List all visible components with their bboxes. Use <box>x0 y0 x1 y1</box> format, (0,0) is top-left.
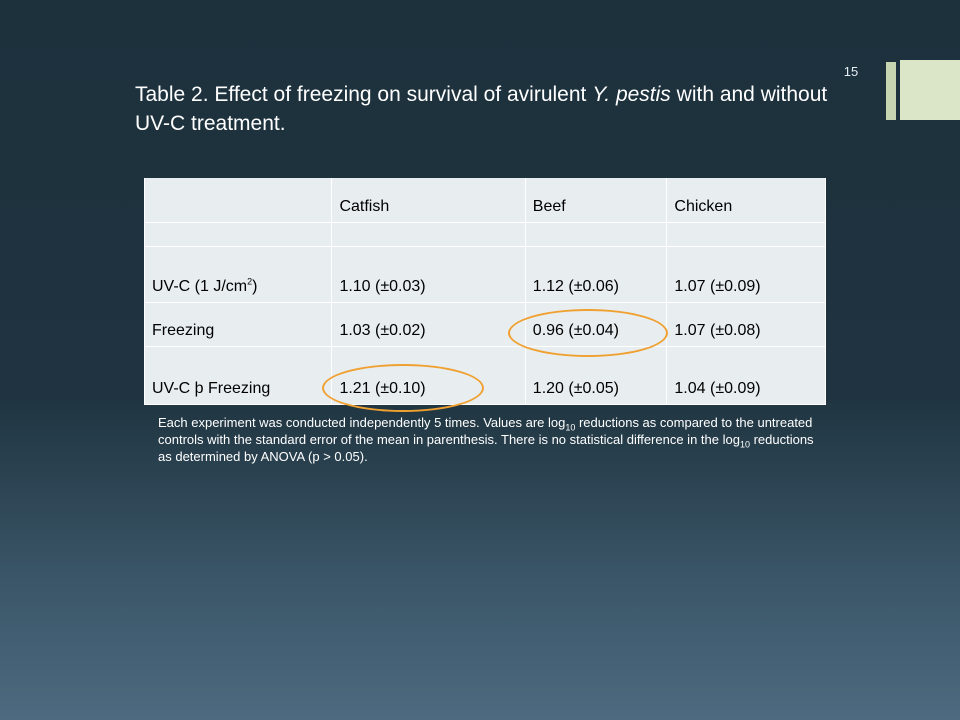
table-row-empty <box>145 222 826 246</box>
row-label-freezing: Freezing <box>145 302 332 346</box>
table-cell: 0.96 (±0.04) <box>525 302 667 346</box>
data-table <box>144 178 826 405</box>
row-label-uvc-sup: 2 <box>247 276 253 287</box>
footnote <box>158 414 818 465</box>
row-label-uvc <box>145 246 332 302</box>
table-cell: 1.03 (±0.02) <box>332 302 525 346</box>
title-suffix: with and without UV-C treatment. <box>135 83 828 135</box>
slide-title <box>135 80 835 138</box>
empty-cell <box>145 222 332 246</box>
table-cell: 1.04 (±0.09) <box>667 346 826 404</box>
header-cell-beef: Beef <box>525 178 667 222</box>
row-label-uvc-freezing: UV-C þ Freezing <box>145 346 332 404</box>
empty-cell <box>525 222 667 246</box>
table-cell: 1.12 (±0.06) <box>525 246 667 302</box>
table-cell: 1.20 (±0.05) <box>525 346 667 404</box>
header-cell-catfish: Catfish <box>332 178 525 222</box>
row-label-uvc-text: UV-C (1 J/cm <box>152 277 248 295</box>
title-prefix: Table 2. Effect of freezing on survival of avirulent <box>135 83 593 106</box>
footnote-sub1: 10 <box>565 422 576 433</box>
table-cell: 1.07 (±0.09) <box>667 246 826 302</box>
footnote-part1: Each experiment was conducted independently 5 times. Values are log <box>158 415 566 430</box>
header-cell-empty <box>145 178 332 222</box>
decorative-bar-narrow <box>886 62 896 120</box>
table-cell: 1.10 (±0.03) <box>332 246 525 302</box>
table-row-uvc-freezing <box>145 346 826 404</box>
footnote-part3: reductions as determined by ANOVA (p > 0.05). <box>158 432 814 464</box>
header-cell-chicken: Chicken <box>667 178 826 222</box>
table-cell: 1.07 (±0.08) <box>667 302 826 346</box>
slide-number: 15 <box>843 64 859 79</box>
row-label-uvc-end: ) <box>252 277 258 295</box>
decorative-bar-square <box>900 60 960 120</box>
empty-cell <box>667 222 826 246</box>
table-row-uvc <box>145 246 826 302</box>
footnote-part2: reductions as compared to the untreated controls with the standard error of the mean in parenthesis. There is no statistical difference in the log <box>158 415 813 447</box>
table-header-row <box>145 178 826 222</box>
title-species: Y. pestis <box>592 83 671 106</box>
footnote-sub2: 10 <box>739 439 750 450</box>
table-cell: 1.21 (±0.10) <box>332 346 525 404</box>
empty-cell <box>332 222 525 246</box>
table-row-freezing <box>145 302 826 346</box>
